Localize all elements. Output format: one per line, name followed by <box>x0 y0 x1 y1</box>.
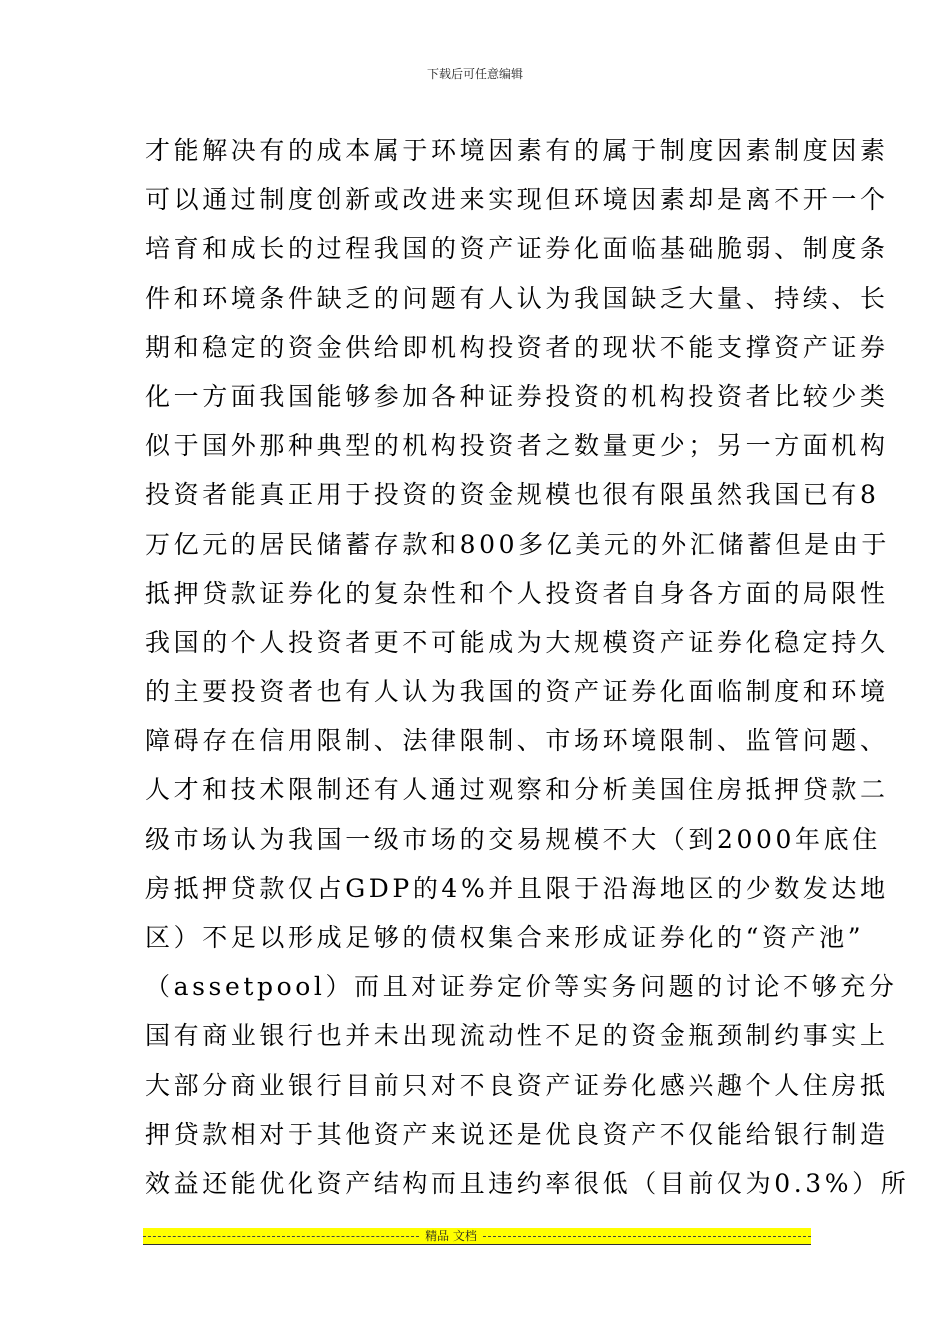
text-line-6: 化一方面我国能够参加各种证券投资的机构投资者比较少类 <box>145 381 889 411</box>
text-line-5: 期和稳定的资金供给即机构投资者的现状不能支撑资产证券 <box>145 332 889 362</box>
text-line-1: 才能解决有的成本属于环境因素有的属于制度因素制度因素 <box>145 136 889 165</box>
text-line-15: 级市场认为我国一级市场的交易规模不大（到2000年底住 <box>145 824 881 854</box>
text-line-8: 投资者能真正用于投资的资金规模也很有限虽然我国已有8 <box>145 480 880 510</box>
text-line-7: 似于国外那种典型的机构投资者之数量更少；另一方面机构 <box>145 431 889 461</box>
text-line-12: 的主要投资者也有人认为我国的资产证券化面临制度和环境 <box>145 677 889 707</box>
text-line-19: 国有商业银行也并未出现流动性不足的资金瓶颈制约事实上 <box>145 1021 889 1051</box>
text-line-3: 培育和成长的过程我国的资产证券化面临基础脆弱、制度条 <box>145 234 889 264</box>
text-line-17: 区）不足以形成足够的债权集合来形成证券化的“资产池” <box>145 923 865 952</box>
text-line-4: 件和环境条件缺乏的问题有人认为我国缺乏大量、持续、长 <box>145 283 889 313</box>
text-line-16: 房抵押贷款仅占GDP的4%并且限于沿海地区的少数发达地 <box>145 873 889 903</box>
footer-band <box>143 1228 811 1245</box>
text-line-20: 大部分商业银行目前只对不良资产证券化感兴趣个人住房抵 <box>145 1070 889 1100</box>
text-line-21: 押贷款相对于其他资产来说还是优良资产不仅能给银行制造 <box>145 1119 889 1149</box>
page-header: 下载后可任意编辑 <box>426 67 523 81</box>
text-line-13: 障碍存在信用限制、法律限制、市场环境限制、监管问题、 <box>145 726 889 756</box>
text-line-22: 效益还能优化资产结构而且违约率很低（目前仅为0.3%）所 <box>145 1168 910 1198</box>
footer-dashed-rule-right <box>483 1236 811 1237</box>
footer-label: 精品 文档 <box>425 1229 477 1243</box>
footer-dashed-rule-left <box>143 1236 419 1237</box>
text-line-14: 人才和技术限制还有人通过观察和分析美国住房抵押贷款二 <box>145 775 889 805</box>
text-line-10: 抵押贷款证券化的复杂性和个人投资者自身各方面的局限性 <box>145 578 889 608</box>
text-line-18: （assetpool）而且对证券定价等实务问题的讨论不够充分 <box>145 972 898 1002</box>
body-text <box>145 126 910 1208</box>
text-line-9: 万亿元的居民储蓄存款和800多亿美元的外汇储蓄但是由于 <box>145 529 890 559</box>
text-line-11: 我国的个人投资者更不可能成为大规模资产证券化稳定持久 <box>145 627 889 657</box>
text-line-2: 可以通过制度创新或改进来实现但环境因素却是离不开一个 <box>145 185 889 215</box>
